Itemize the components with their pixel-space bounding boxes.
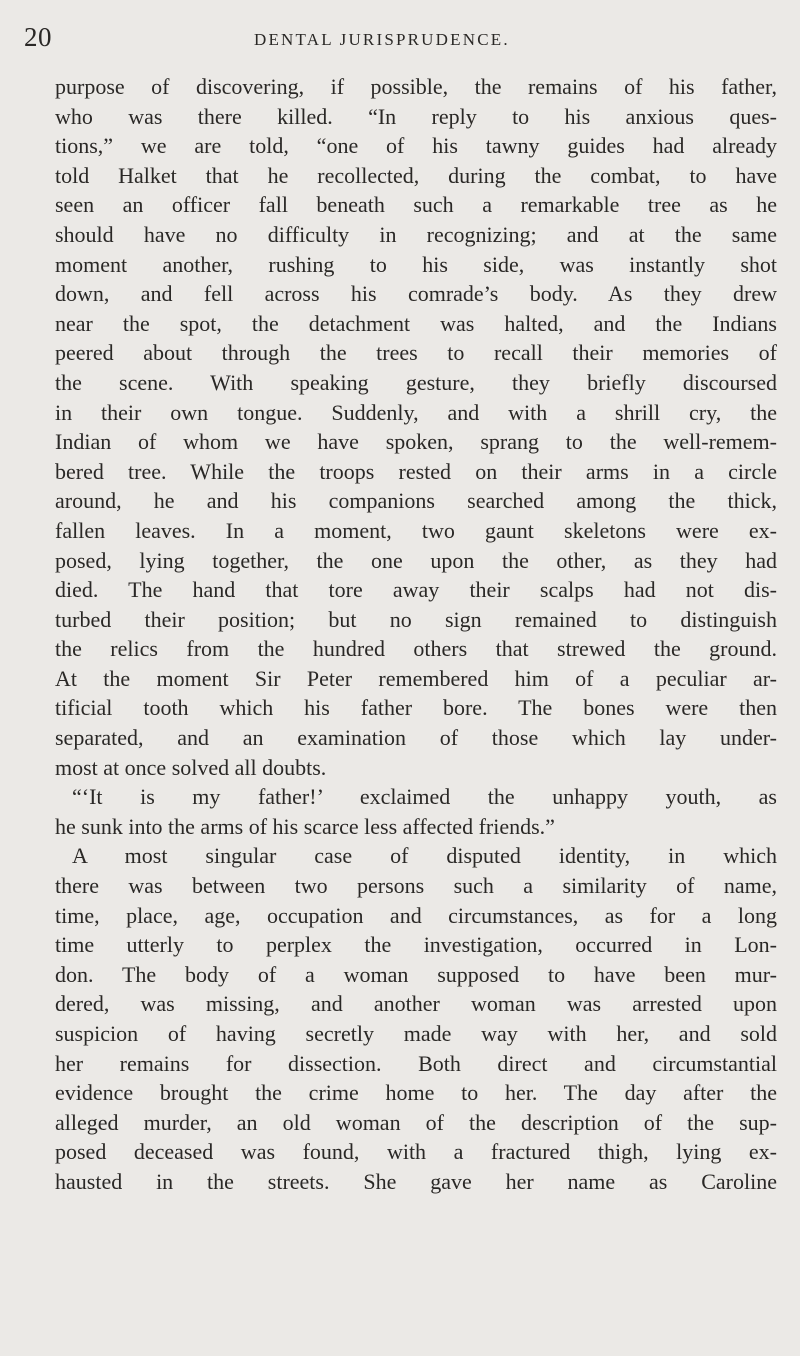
- text-line: he sunk into the arms of his scarce less affected friends.”: [55, 813, 555, 839]
- body-text: [55, 72, 777, 1197]
- text-line: who was there killed. “In reply to his anxious ques-: [55, 103, 777, 129]
- text-line: separated, and an examination of those which lay under-: [55, 725, 777, 751]
- text-line: bered tree. While the troops rested on their arms in a circle: [55, 458, 777, 484]
- text-line: seen an officer fall beneath such a remarkable tree as he: [55, 192, 777, 218]
- text-line: down, and fell across his comrade’s body. As they drew: [55, 281, 777, 307]
- text-line: the scene. With speaking gesture, they briefly discoursed: [55, 369, 777, 395]
- text-line: died. The hand that tore away their scalps had not dis-: [55, 577, 777, 603]
- text-line: near the spot, the detachment was halted, and the Indians: [55, 310, 777, 336]
- text-line: the relics from the hundred others that strewed the ground.: [55, 636, 777, 662]
- text-line: don. The body of a woman supposed to have been mur-: [55, 961, 777, 987]
- text-line: should have no difficulty in recognizing; and at the same: [55, 221, 777, 247]
- text-line: turbed their position; but no sign remained to distinguish: [55, 606, 777, 632]
- text-line: posed deceased was found, with a fractured thigh, lying ex-: [55, 1139, 777, 1165]
- text-line: around, he and his companions searched among the thick,: [55, 488, 777, 514]
- text-line: in their own tongue. Suddenly, and with a shrill cry, the: [55, 399, 777, 425]
- running-head: DENTAL JURISPRUDENCE.: [254, 30, 510, 49]
- text-line: alleged murder, an old woman of the description of the sup-: [55, 1109, 777, 1135]
- text-line: told Halket that he recollected, during the combat, to have: [55, 162, 777, 188]
- text-line: there was between two persons such a similarity of name,: [55, 873, 777, 899]
- page-header: [24, 22, 760, 58]
- text-line: time utterly to perplex the investigation, occurred in Lon-: [55, 932, 777, 958]
- text-line: fallen leaves. In a moment, two gaunt skeletons were ex-: [55, 517, 777, 543]
- text-line: hausted in the streets. She gave her name as Caroline: [55, 1168, 777, 1194]
- text-line: posed, lying together, the one upon the other, as they had: [55, 547, 777, 573]
- text-line: tificial tooth which his father bore. The bones were then: [55, 695, 777, 721]
- text-line: At the moment Sir Peter remembered him of a peculiar ar-: [55, 665, 777, 691]
- text-line: her remains for dissection. Both direct and circumstantial: [55, 1050, 777, 1076]
- text-line: peered about through the trees to recall their memories of: [55, 340, 777, 366]
- text-line: evidence brought the crime home to her. The day after the: [55, 1080, 777, 1106]
- text-line: Indian of whom we have spoken, sprang to the well-remem-: [55, 429, 777, 455]
- text-line: dered, was missing, and another woman was arrested upon: [55, 991, 777, 1017]
- text-line: moment another, rushing to his side, was instantly shot: [55, 251, 777, 277]
- text-line: tions,” we are told, “one of his tawny guides had already: [55, 133, 777, 159]
- text-line: purpose of discovering, if possible, the remains of his father,: [55, 74, 777, 99]
- text-line: most at once solved all doubts.: [55, 754, 327, 780]
- text-line: suspicion of having secretly made way with her, and sold: [55, 1021, 777, 1046]
- text-line: time, place, age, occupation and circumstances, as for a long: [55, 902, 777, 928]
- text-line: A most singular case of disputed identity, in which: [72, 843, 777, 869]
- page-number: 20: [24, 22, 52, 52]
- text-line: “‘It is my father!’ exclaimed the unhappy youth, as: [72, 784, 777, 810]
